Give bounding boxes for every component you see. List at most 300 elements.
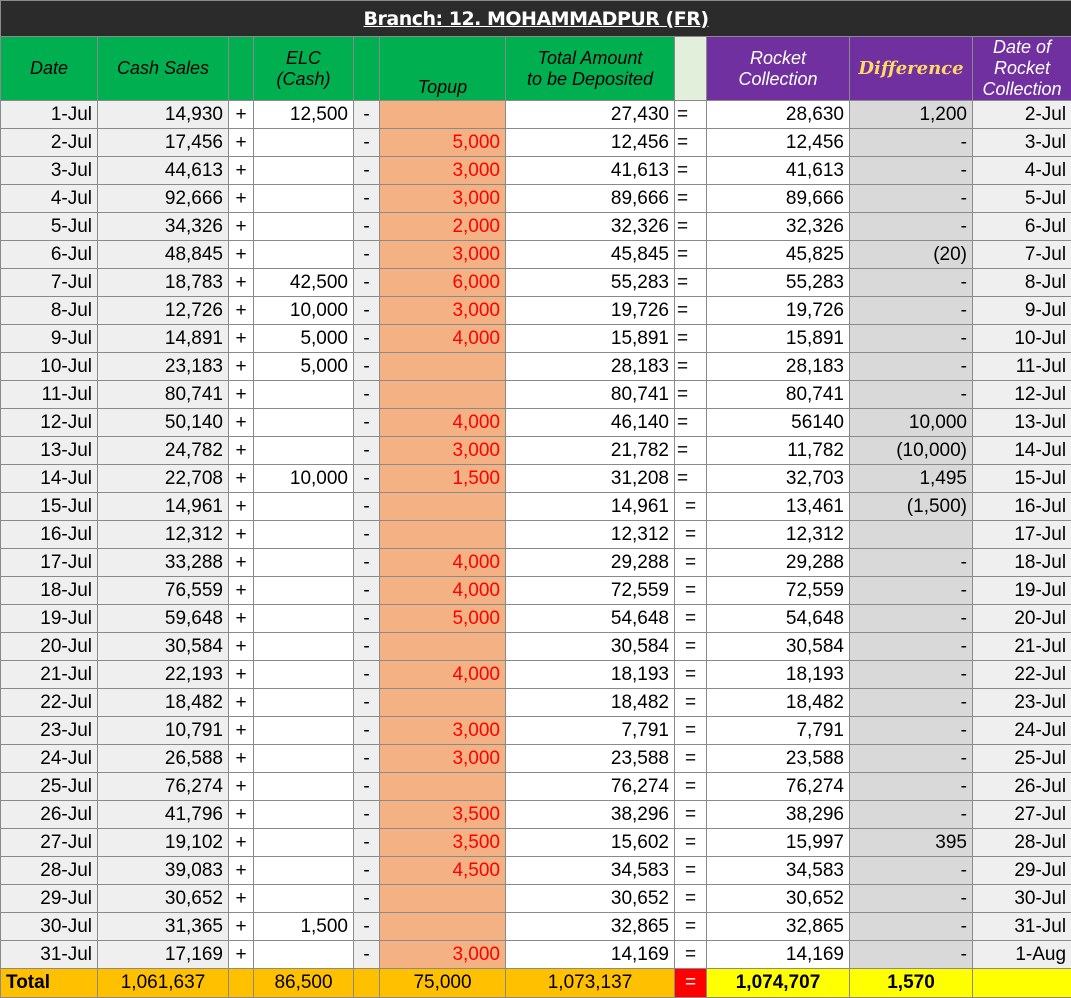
cell-date[interactable]: 10-Jul	[1, 353, 98, 381]
cell-op-minus[interactable]: -	[354, 549, 380, 577]
total-difference[interactable]: 1,570	[850, 969, 973, 998]
cell-date[interactable]: 24-Jul	[1, 745, 98, 773]
header-elc[interactable]: ELC (Cash)	[254, 37, 354, 101]
cell-cash-sales[interactable]: 24,782	[98, 437, 229, 465]
cell-op-equals[interactable]: =	[675, 241, 707, 269]
cell-op-equals[interactable]: =	[675, 157, 707, 185]
cell-date[interactable]: 26-Jul	[1, 801, 98, 829]
cell-rocket-date[interactable]: 24-Jul	[973, 717, 1071, 745]
cell-total-amount[interactable]: 29,288	[506, 549, 675, 577]
cell-op-plus[interactable]: +	[229, 269, 254, 297]
cell-op-equals[interactable]: =	[675, 493, 707, 521]
cell-op-minus[interactable]: -	[354, 157, 380, 185]
cell-rocket-collection[interactable]: 55,283	[707, 269, 850, 297]
cell-difference[interactable]: -	[850, 213, 973, 241]
cell-op-equals[interactable]: =	[675, 381, 707, 409]
cell-rocket-date[interactable]: 10-Jul	[973, 325, 1071, 353]
cell-cash-sales[interactable]: 59,648	[98, 605, 229, 633]
cell-op-plus[interactable]: +	[229, 465, 254, 493]
cell-op-plus[interactable]: +	[229, 717, 254, 745]
cell-rocket-collection[interactable]: 28,630	[707, 101, 850, 129]
cell-op-equals[interactable]: =	[675, 325, 707, 353]
cell-op-plus[interactable]: +	[229, 437, 254, 465]
cell-rocket-collection[interactable]: 30,652	[707, 885, 850, 913]
cell-op-minus[interactable]: -	[354, 717, 380, 745]
cell-total-amount[interactable]: 15,891	[506, 325, 675, 353]
cell-op-equals[interactable]: =	[675, 801, 707, 829]
header-total-amount[interactable]: Total Amount to be Deposited	[506, 37, 675, 101]
cell-date[interactable]: 7-Jul	[1, 269, 98, 297]
cell-topup[interactable]	[380, 913, 506, 941]
cell-topup[interactable]: 1,500	[380, 465, 506, 493]
cell-op-equals[interactable]: =	[675, 521, 707, 549]
cell-date[interactable]: 23-Jul	[1, 717, 98, 745]
cell-elc[interactable]	[254, 745, 354, 773]
cell-elc[interactable]: 10,000	[254, 297, 354, 325]
cell-op-plus[interactable]: +	[229, 493, 254, 521]
cell-rocket-date[interactable]: 13-Jul	[973, 409, 1071, 437]
cell-cash-sales[interactable]: 17,169	[98, 941, 229, 969]
header-difference[interactable]: Difference	[850, 37, 973, 101]
cell-rocket-date[interactable]: 30-Jul	[973, 885, 1071, 913]
cell-op-minus[interactable]: -	[354, 633, 380, 661]
cell-topup[interactable]: 4,000	[380, 409, 506, 437]
cell-difference[interactable]: -	[850, 577, 973, 605]
cell-rocket-collection[interactable]: 32,326	[707, 213, 850, 241]
cell-rocket-date[interactable]: 16-Jul	[973, 493, 1071, 521]
cell-op-equals[interactable]: =	[675, 549, 707, 577]
cell-topup[interactable]: 3,000	[380, 941, 506, 969]
cell-op-equals[interactable]: =	[675, 437, 707, 465]
cell-elc[interactable]	[254, 773, 354, 801]
cell-difference[interactable]: -	[850, 269, 973, 297]
cell-op-minus[interactable]: -	[354, 941, 380, 969]
cell-op-plus[interactable]: +	[229, 773, 254, 801]
cell-total-amount[interactable]: 12,312	[506, 521, 675, 549]
cell-cash-sales[interactable]: 10,791	[98, 717, 229, 745]
cell-total-amount[interactable]: 30,584	[506, 633, 675, 661]
cell-elc[interactable]	[254, 129, 354, 157]
cell-total-amount[interactable]: 18,193	[506, 661, 675, 689]
cell-rocket-collection[interactable]: 54,648	[707, 605, 850, 633]
total-rocket-collection[interactable]: 1,074,707	[707, 969, 850, 998]
cell-date[interactable]: 3-Jul	[1, 157, 98, 185]
cell-difference[interactable]: -	[850, 745, 973, 773]
cell-difference[interactable]: -	[850, 129, 973, 157]
cell-total-amount[interactable]: 28,183	[506, 353, 675, 381]
cell-topup[interactable]	[380, 521, 506, 549]
cell-difference[interactable]: (10,000)	[850, 437, 973, 465]
cell-topup[interactable]	[380, 689, 506, 717]
cell-elc[interactable]: 5,000	[254, 353, 354, 381]
cell-elc[interactable]	[254, 605, 354, 633]
cell-rocket-collection[interactable]: 38,296	[707, 801, 850, 829]
cell-op-minus[interactable]: -	[354, 129, 380, 157]
cell-date[interactable]: 16-Jul	[1, 521, 98, 549]
cell-op-equals[interactable]: =	[675, 857, 707, 885]
cell-rocket-date[interactable]: 28-Jul	[973, 829, 1071, 857]
cell-cash-sales[interactable]: 22,708	[98, 465, 229, 493]
cell-date[interactable]: 2-Jul	[1, 129, 98, 157]
cell-elc[interactable]: 5,000	[254, 325, 354, 353]
cell-difference[interactable]: -	[850, 353, 973, 381]
cell-op-minus[interactable]: -	[354, 913, 380, 941]
cell-topup[interactable]	[380, 885, 506, 913]
cell-topup[interactable]: 3,500	[380, 801, 506, 829]
cell-elc[interactable]	[254, 857, 354, 885]
cell-op-equals[interactable]: =	[675, 941, 707, 969]
cell-difference[interactable]: -	[850, 941, 973, 969]
cell-total-amount[interactable]: 14,169	[506, 941, 675, 969]
cell-op-plus[interactable]: +	[229, 241, 254, 269]
total-label[interactable]: Total	[1, 969, 98, 998]
cell-rocket-date[interactable]: 9-Jul	[973, 297, 1071, 325]
total-elc[interactable]: 86,500	[254, 969, 354, 998]
cell-op-plus[interactable]: +	[229, 941, 254, 969]
cell-rocket-date[interactable]: 27-Jul	[973, 801, 1071, 829]
cell-op-minus[interactable]: -	[354, 689, 380, 717]
cell-op-minus[interactable]: -	[354, 213, 380, 241]
cell-op-plus[interactable]: +	[229, 885, 254, 913]
cell-topup[interactable]	[380, 633, 506, 661]
total-amount[interactable]: 1,073,137	[506, 969, 675, 998]
cell-date[interactable]: 1-Jul	[1, 101, 98, 129]
cell-op-minus[interactable]: -	[354, 745, 380, 773]
cell-op-minus[interactable]: -	[354, 353, 380, 381]
cell-op-minus[interactable]: -	[354, 773, 380, 801]
cell-difference[interactable]: -	[850, 381, 973, 409]
cell-date[interactable]: 13-Jul	[1, 437, 98, 465]
cell-op-minus[interactable]: -	[354, 185, 380, 213]
cell-rocket-collection[interactable]: 15,891	[707, 325, 850, 353]
cell-rocket-date[interactable]: 11-Jul	[973, 353, 1071, 381]
cell-difference[interactable]: -	[850, 297, 973, 325]
cell-op-minus[interactable]: -	[354, 101, 380, 129]
cell-elc[interactable]	[254, 241, 354, 269]
cell-op-plus[interactable]: +	[229, 689, 254, 717]
cell-op-minus[interactable]: -	[354, 437, 380, 465]
cell-cash-sales[interactable]: 44,613	[98, 157, 229, 185]
cell-date[interactable]: 25-Jul	[1, 773, 98, 801]
cell-op-equals[interactable]: =	[675, 101, 707, 129]
cell-cash-sales[interactable]: 76,274	[98, 773, 229, 801]
cell-difference[interactable]: (1,500)	[850, 493, 973, 521]
cell-rocket-date[interactable]: 1-Aug	[973, 941, 1071, 969]
cell-difference[interactable]: -	[850, 885, 973, 913]
cell-rocket-date[interactable]: 12-Jul	[973, 381, 1071, 409]
cell-cash-sales[interactable]: 18,783	[98, 269, 229, 297]
cell-date[interactable]: 19-Jul	[1, 605, 98, 633]
cell-rocket-collection[interactable]: 7,791	[707, 717, 850, 745]
cell-op-plus[interactable]: +	[229, 381, 254, 409]
cell-date[interactable]: 9-Jul	[1, 325, 98, 353]
cell-elc[interactable]	[254, 801, 354, 829]
cell-op-equals[interactable]: =	[675, 185, 707, 213]
cell-elc[interactable]	[254, 885, 354, 913]
cell-topup[interactable]	[380, 773, 506, 801]
cell-difference[interactable]: -	[850, 773, 973, 801]
cell-op-plus[interactable]: +	[229, 213, 254, 241]
cell-date[interactable]: 14-Jul	[1, 465, 98, 493]
cell-op-minus[interactable]: -	[354, 409, 380, 437]
cell-op-plus[interactable]: +	[229, 157, 254, 185]
cell-difference[interactable]: -	[850, 633, 973, 661]
cell-date[interactable]: 4-Jul	[1, 185, 98, 213]
cell-op-minus[interactable]: -	[354, 325, 380, 353]
cell-op-equals[interactable]: =	[675, 633, 707, 661]
cell-total-amount[interactable]: 15,602	[506, 829, 675, 857]
header-date-of-rocket[interactable]: Date of Rocket Collection	[973, 37, 1071, 101]
cell-date[interactable]: 29-Jul	[1, 885, 98, 913]
cell-rocket-collection[interactable]: 56140	[707, 409, 850, 437]
cell-topup[interactable]: 5,000	[380, 129, 506, 157]
cell-elc[interactable]	[254, 185, 354, 213]
cell-topup[interactable]: 6,000	[380, 269, 506, 297]
cell-op-minus[interactable]: -	[354, 493, 380, 521]
cell-rocket-date[interactable]: 2-Jul	[973, 101, 1071, 129]
cell-date[interactable]: 8-Jul	[1, 297, 98, 325]
cell-difference[interactable]: -	[850, 689, 973, 717]
cell-elc[interactable]	[254, 437, 354, 465]
cell-total-amount[interactable]: 76,274	[506, 773, 675, 801]
cell-op-equals[interactable]: =	[675, 829, 707, 857]
cell-difference[interactable]: -	[850, 185, 973, 213]
cell-op-plus[interactable]: +	[229, 801, 254, 829]
cell-topup[interactable]: 2,000	[380, 213, 506, 241]
cell-topup[interactable]: 5,000	[380, 605, 506, 633]
cell-total-amount[interactable]: 55,283	[506, 269, 675, 297]
cell-total-amount[interactable]: 14,961	[506, 493, 675, 521]
cell-cash-sales[interactable]: 30,652	[98, 885, 229, 913]
cell-cash-sales[interactable]: 12,312	[98, 521, 229, 549]
cell-rocket-date[interactable]: 5-Jul	[973, 185, 1071, 213]
cell-date[interactable]: 27-Jul	[1, 829, 98, 857]
cell-op-equals[interactable]: =	[675, 913, 707, 941]
total-cash-sales[interactable]: 1,061,637	[98, 969, 229, 998]
cell-rocket-collection[interactable]: 13,461	[707, 493, 850, 521]
cell-rocket-collection[interactable]: 80,741	[707, 381, 850, 409]
cell-date[interactable]: 18-Jul	[1, 577, 98, 605]
cell-op-minus[interactable]: -	[354, 605, 380, 633]
cell-rocket-date[interactable]: 21-Jul	[973, 633, 1071, 661]
cell-difference[interactable]: -	[850, 325, 973, 353]
header-rocket-collection[interactable]: Rocket Collection	[707, 37, 850, 101]
cell-op-minus[interactable]: -	[354, 381, 380, 409]
cell-rocket-collection[interactable]: 19,726	[707, 297, 850, 325]
cell-op-plus[interactable]: +	[229, 745, 254, 773]
cell-cash-sales[interactable]: 30,584	[98, 633, 229, 661]
cell-total-amount[interactable]: 38,296	[506, 801, 675, 829]
cell-cash-sales[interactable]: 19,102	[98, 829, 229, 857]
cell-elc[interactable]	[254, 829, 354, 857]
cell-cash-sales[interactable]: 39,083	[98, 857, 229, 885]
cell-rocket-date[interactable]: 14-Jul	[973, 437, 1071, 465]
cell-elc[interactable]	[254, 633, 354, 661]
cell-total-amount[interactable]: 54,648	[506, 605, 675, 633]
cell-elc[interactable]	[254, 381, 354, 409]
cell-op-minus[interactable]: -	[354, 241, 380, 269]
cell-elc[interactable]	[254, 577, 354, 605]
cell-total-amount[interactable]: 21,782	[506, 437, 675, 465]
cell-cash-sales[interactable]: 34,326	[98, 213, 229, 241]
cell-rocket-collection[interactable]: 30,584	[707, 633, 850, 661]
cell-elc[interactable]	[254, 549, 354, 577]
cell-op-equals[interactable]: =	[675, 409, 707, 437]
cell-op-plus[interactable]: +	[229, 521, 254, 549]
cell-rocket-collection[interactable]: 32,865	[707, 913, 850, 941]
cell-cash-sales[interactable]: 14,961	[98, 493, 229, 521]
cell-rocket-collection[interactable]: 89,666	[707, 185, 850, 213]
cell-difference[interactable]: -	[850, 913, 973, 941]
cell-topup[interactable]	[380, 353, 506, 381]
cell-difference[interactable]: -	[850, 605, 973, 633]
cell-total-amount[interactable]: 41,613	[506, 157, 675, 185]
total-topup[interactable]: 75,000	[380, 969, 506, 998]
cell-topup[interactable]: 4,000	[380, 549, 506, 577]
cell-topup[interactable]	[380, 101, 506, 129]
cell-op-equals[interactable]: =	[675, 129, 707, 157]
cell-cash-sales[interactable]: 14,891	[98, 325, 229, 353]
cell-rocket-collection[interactable]: 41,613	[707, 157, 850, 185]
cell-op-minus[interactable]: -	[354, 465, 380, 493]
cell-total-amount[interactable]: 18,482	[506, 689, 675, 717]
cell-rocket-collection[interactable]: 45,825	[707, 241, 850, 269]
cell-topup[interactable]: 3,000	[380, 745, 506, 773]
total-op-minus[interactable]	[354, 969, 380, 998]
cell-cash-sales[interactable]: 76,559	[98, 577, 229, 605]
cell-topup[interactable]: 3,000	[380, 437, 506, 465]
cell-topup[interactable]: 3,000	[380, 297, 506, 325]
cell-difference[interactable]: -	[850, 549, 973, 577]
cell-op-plus[interactable]: +	[229, 325, 254, 353]
cell-difference[interactable]: 395	[850, 829, 973, 857]
cell-total-amount[interactable]: 45,845	[506, 241, 675, 269]
cell-op-plus[interactable]: +	[229, 409, 254, 437]
cell-rocket-collection[interactable]: 18,193	[707, 661, 850, 689]
cell-total-amount[interactable]: 19,726	[506, 297, 675, 325]
cell-difference[interactable]: 10,000	[850, 409, 973, 437]
cell-rocket-date[interactable]: 25-Jul	[973, 745, 1071, 773]
cell-total-amount[interactable]: 12,456	[506, 129, 675, 157]
cell-rocket-date[interactable]: 29-Jul	[973, 857, 1071, 885]
cell-op-minus[interactable]: -	[354, 521, 380, 549]
cell-date[interactable]: 22-Jul	[1, 689, 98, 717]
cell-elc[interactable]	[254, 717, 354, 745]
cell-difference[interactable]: -	[850, 661, 973, 689]
cell-rocket-date[interactable]: 3-Jul	[973, 129, 1071, 157]
cell-op-minus[interactable]: -	[354, 885, 380, 913]
cell-op-minus[interactable]: -	[354, 801, 380, 829]
cell-cash-sales[interactable]: 50,140	[98, 409, 229, 437]
header-op-equals[interactable]	[675, 37, 707, 101]
cell-elc[interactable]	[254, 689, 354, 717]
cell-rocket-date[interactable]: 26-Jul	[973, 773, 1071, 801]
cell-rocket-collection[interactable]: 29,288	[707, 549, 850, 577]
cell-difference[interactable]: 1,200	[850, 101, 973, 129]
cell-cash-sales[interactable]: 48,845	[98, 241, 229, 269]
cell-op-plus[interactable]: +	[229, 353, 254, 381]
cell-op-equals[interactable]: =	[675, 269, 707, 297]
cell-op-plus[interactable]: +	[229, 857, 254, 885]
cell-topup[interactable]: 4,000	[380, 661, 506, 689]
cell-topup[interactable]: 4,000	[380, 577, 506, 605]
cell-op-minus[interactable]: -	[354, 577, 380, 605]
header-date[interactable]: Date	[1, 37, 98, 101]
total-op-plus[interactable]	[229, 969, 254, 998]
cell-topup[interactable]: 3,000	[380, 157, 506, 185]
cell-rocket-date[interactable]: 15-Jul	[973, 465, 1071, 493]
cell-elc[interactable]	[254, 521, 354, 549]
cell-date[interactable]: 28-Jul	[1, 857, 98, 885]
cell-op-equals[interactable]: =	[675, 689, 707, 717]
cell-total-amount[interactable]: 23,588	[506, 745, 675, 773]
cell-op-equals[interactable]: =	[675, 745, 707, 773]
cell-rocket-collection[interactable]: 12,312	[707, 521, 850, 549]
cell-cash-sales[interactable]: 92,666	[98, 185, 229, 213]
cell-rocket-collection[interactable]: 18,482	[707, 689, 850, 717]
cell-topup[interactable]: 3,500	[380, 829, 506, 857]
cell-op-plus[interactable]: +	[229, 633, 254, 661]
cell-topup[interactable]: 3,000	[380, 241, 506, 269]
cell-elc[interactable]	[254, 941, 354, 969]
cell-difference[interactable]: -	[850, 157, 973, 185]
cell-total-amount[interactable]: 31,208	[506, 465, 675, 493]
cell-total-amount[interactable]: 32,326	[506, 213, 675, 241]
cell-op-plus[interactable]: +	[229, 829, 254, 857]
cell-op-plus[interactable]: +	[229, 549, 254, 577]
cell-op-equals[interactable]: =	[675, 465, 707, 493]
cell-op-plus[interactable]: +	[229, 129, 254, 157]
header-cash-sales[interactable]: Cash Sales	[98, 37, 229, 101]
cell-topup[interactable]: 3,000	[380, 717, 506, 745]
cell-rocket-date[interactable]: 4-Jul	[973, 157, 1071, 185]
cell-cash-sales[interactable]: 26,588	[98, 745, 229, 773]
cell-cash-sales[interactable]: 23,183	[98, 353, 229, 381]
cell-topup[interactable]: 4,000	[380, 325, 506, 353]
cell-elc[interactable]	[254, 493, 354, 521]
cell-rocket-date[interactable]: 19-Jul	[973, 577, 1071, 605]
cell-op-plus[interactable]: +	[229, 913, 254, 941]
cell-cash-sales[interactable]: 41,796	[98, 801, 229, 829]
cell-op-equals[interactable]: =	[675, 717, 707, 745]
cell-op-minus[interactable]: -	[354, 829, 380, 857]
cell-difference[interactable]: -	[850, 717, 973, 745]
cell-cash-sales[interactable]: 80,741	[98, 381, 229, 409]
total-op-equals[interactable]: =	[675, 969, 707, 998]
cell-elc[interactable]: 12,500	[254, 101, 354, 129]
cell-op-plus[interactable]: +	[229, 661, 254, 689]
cell-cash-sales[interactable]: 14,930	[98, 101, 229, 129]
cell-op-equals[interactable]: =	[675, 213, 707, 241]
cell-op-minus[interactable]: -	[354, 269, 380, 297]
cell-rocket-date[interactable]: 20-Jul	[973, 605, 1071, 633]
cell-rocket-collection[interactable]: 76,274	[707, 773, 850, 801]
cell-cash-sales[interactable]: 17,456	[98, 129, 229, 157]
cell-op-plus[interactable]: +	[229, 577, 254, 605]
cell-topup[interactable]	[380, 493, 506, 521]
header-topup[interactable]: Topup	[380, 37, 506, 101]
cell-rocket-collection[interactable]: 28,183	[707, 353, 850, 381]
cell-rocket-date[interactable]: 17-Jul	[973, 521, 1071, 549]
cell-rocket-date[interactable]: 18-Jul	[973, 549, 1071, 577]
cell-date[interactable]: 20-Jul	[1, 633, 98, 661]
cell-rocket-collection[interactable]: 12,456	[707, 129, 850, 157]
cell-op-equals[interactable]: =	[675, 297, 707, 325]
cell-date[interactable]: 12-Jul	[1, 409, 98, 437]
cell-topup[interactable]: 3,000	[380, 185, 506, 213]
cell-cash-sales[interactable]: 12,726	[98, 297, 229, 325]
cell-op-plus[interactable]: +	[229, 101, 254, 129]
